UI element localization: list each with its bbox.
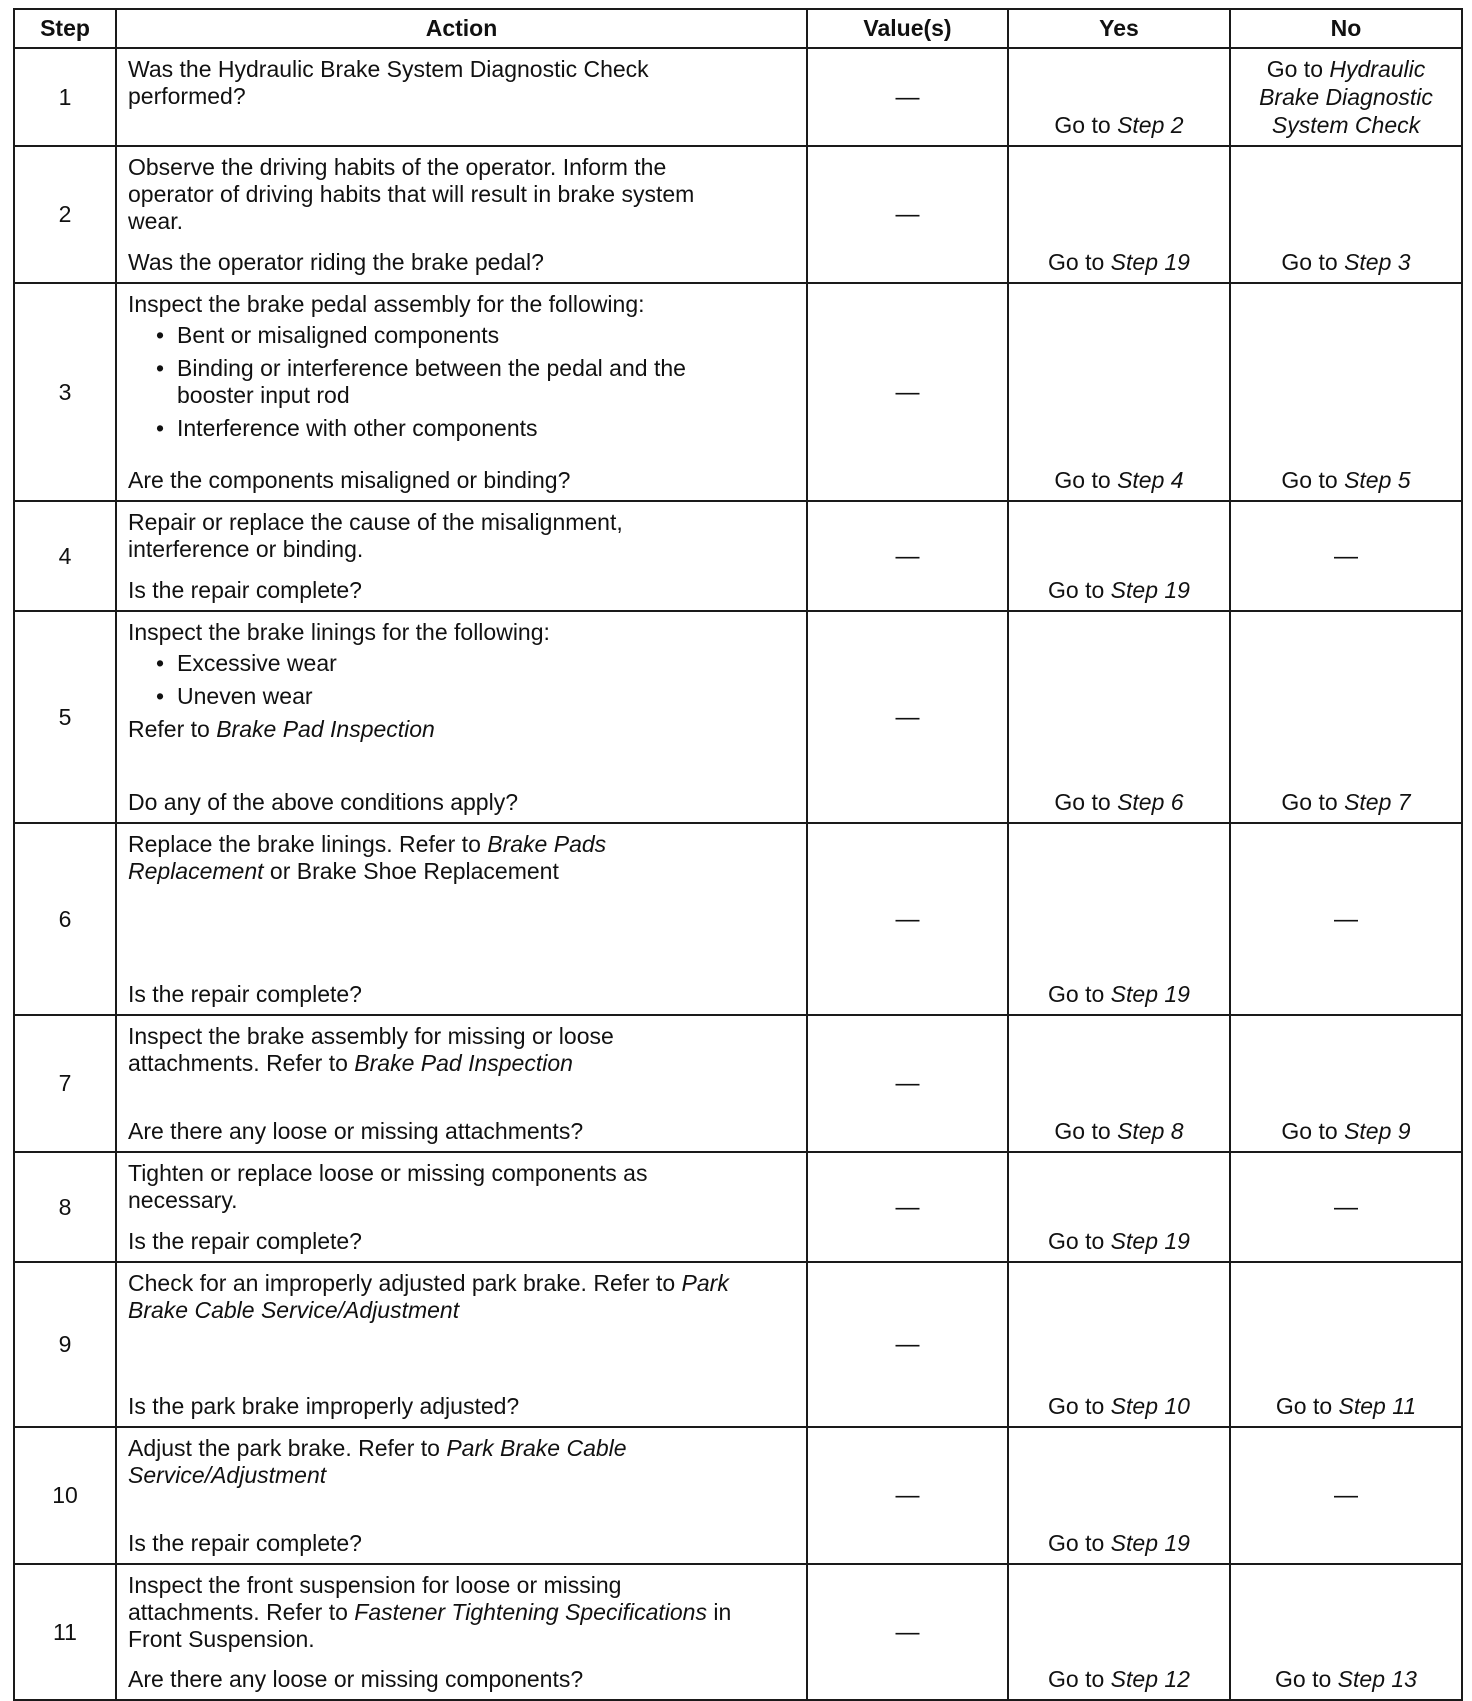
action-text: Observe the driving habits of the operator. Inform the operator of driving habits that will result in brake system wear. [128, 154, 695, 234]
bullet-list [128, 322, 798, 442]
table-row [14, 146, 1462, 283]
yes-link[interactable]: Step 19 [1110, 577, 1190, 603]
no-cell: Go to Step 5 [1230, 283, 1462, 501]
header-yes: Yes [1008, 9, 1230, 48]
value-cell: — [807, 1152, 1008, 1262]
value-cell: — [807, 501, 1008, 611]
yes-cell: Go to Step 2 [1008, 48, 1230, 146]
action-cell [116, 1262, 807, 1427]
header-values: Value(s) [807, 9, 1008, 48]
action-question: Is the repair complete? [128, 1530, 362, 1556]
no-cell: Go to Step 3 [1230, 146, 1462, 283]
no-link[interactable]: Step 11 [1338, 1393, 1417, 1419]
list-item: • Binding or interference between the pedal and the booster input rod [128, 355, 798, 409]
step-number: 1 [14, 48, 116, 146]
step-number: 3 [14, 283, 116, 501]
table-row [14, 1262, 1462, 1427]
header-action: Action [116, 9, 807, 48]
action-question: Do any of the above conditions apply? [128, 789, 518, 815]
no-link[interactable]: Hydraulic [1329, 56, 1426, 82]
action-question: Was the operator riding the brake pedal? [128, 249, 544, 275]
action-cell [116, 48, 807, 146]
yes-cell: Go to Step 6 [1008, 611, 1230, 823]
action-cell [116, 611, 807, 823]
value-cell: — [807, 283, 1008, 501]
yes-cell: Go to Step 19 [1008, 501, 1230, 611]
no-link[interactable]: Step 13 [1337, 1666, 1417, 1692]
yes-link[interactable]: Step 2 [1117, 112, 1184, 138]
no-cell: — [1230, 1427, 1462, 1564]
action-text: Adjust the park brake. Refer to Park Brake Cable Service/Adjustment [128, 1435, 627, 1488]
action-question: Is the repair complete? [128, 981, 362, 1007]
header-no: No [1230, 9, 1462, 48]
action-cell [116, 501, 807, 611]
action-text: Was the Hydraulic Brake System Diagnostic Check performed? [128, 56, 649, 109]
yes-cell: Go to Step 19 [1008, 146, 1230, 283]
step-number: 9 [14, 1262, 116, 1427]
yes-link[interactable]: Step 19 [1110, 1228, 1190, 1254]
reference-link[interactable]: Brake Pad Inspection [216, 716, 435, 742]
action-question: Are there any loose or missing components? [128, 1666, 584, 1692]
yes-cell: Go to Step 10 [1008, 1262, 1230, 1427]
no-cell: — [1230, 823, 1462, 1015]
list-item: • Interference with other components [128, 415, 798, 442]
yes-link[interactable]: Step 4 [1117, 467, 1184, 493]
bullet-list [128, 650, 798, 710]
reference-link[interactable]: Park Brake Cable Service/Adjustment [128, 1435, 627, 1488]
value-cell: — [807, 1015, 1008, 1152]
action-text: Check for an improperly adjusted park brake. Refer to Park Brake Cable Service/Adjustment [128, 1270, 729, 1323]
table-row [14, 1152, 1462, 1262]
table-row [14, 1564, 1462, 1700]
action-cell [116, 283, 807, 501]
list-item: • Uneven wear [128, 683, 798, 710]
action-cell [116, 1152, 807, 1262]
yes-cell: Go to Step 4 [1008, 283, 1230, 501]
no-link[interactable]: Step 5 [1344, 467, 1411, 493]
action-reference: Refer to Brake Pad Inspection [128, 716, 435, 742]
value-cell: — [807, 1427, 1008, 1564]
step-number: 10 [14, 1427, 116, 1564]
action-cell [116, 1427, 807, 1564]
header-step: Step [14, 9, 116, 48]
value-cell: — [807, 48, 1008, 146]
action-question: Is the repair complete? [128, 1228, 362, 1254]
no-link[interactable]: Brake Diagnostic [1259, 84, 1433, 110]
reference-link[interactable]: Fastener Tightening Specifications [354, 1599, 707, 1625]
action-question: Are the components misaligned or binding? [128, 467, 571, 493]
yes-link[interactable]: Step 12 [1110, 1666, 1190, 1692]
value-cell: — [807, 146, 1008, 283]
yes-link[interactable]: Step 19 [1110, 1530, 1190, 1556]
action-question: Is the park brake improperly adjusted? [128, 1393, 520, 1419]
reference-link[interactable]: Brake Pad Inspection [354, 1050, 573, 1076]
diagnostic-table [13, 8, 1463, 1701]
yes-cell: Go to Step 19 [1008, 1152, 1230, 1262]
yes-link[interactable]: Step 19 [1110, 981, 1190, 1007]
no-link[interactable]: Step 9 [1344, 1118, 1411, 1144]
no-cell: Go to Step 13 [1230, 1564, 1462, 1700]
yes-cell: Go to Step 8 [1008, 1015, 1230, 1152]
yes-cell: Go to Step 19 [1008, 1427, 1230, 1564]
no-cell: — [1230, 501, 1462, 611]
action-text: Inspect the brake pedal assembly for the following: [128, 291, 645, 317]
yes-link[interactable]: Step 6 [1117, 789, 1184, 815]
list-item: • Excessive wear [128, 650, 798, 677]
no-cell: Go to Hydraulic Brake Diagnostic System Check [1230, 48, 1462, 146]
yes-cell: Go to Step 12 [1008, 1564, 1230, 1700]
step-number: 11 [14, 1564, 116, 1700]
no-cell: Go to Step 9 [1230, 1015, 1462, 1152]
action-text: Replace the brake linings. Refer to Brake Pads Replacement or Brake Shoe Replacement [128, 831, 607, 884]
action-cell [116, 1015, 807, 1152]
action-cell [116, 146, 807, 283]
action-text: Tighten or replace loose or missing components as necessary. [128, 1160, 648, 1213]
action-cell [116, 1564, 807, 1700]
list-item: • Bent or misaligned components [128, 322, 798, 349]
action-question: Is the repair complete? [128, 577, 362, 603]
step-number: 7 [14, 1015, 116, 1152]
reference-link[interactable]: Park Brake Cable Service/Adjustment [128, 1270, 729, 1323]
table-row [14, 48, 1462, 146]
table-row [14, 1427, 1462, 1564]
action-text: Inspect the brake linings for the following: [128, 619, 550, 645]
yes-link[interactable]: Step 19 [1110, 249, 1190, 275]
value-cell: — [807, 611, 1008, 823]
no-cell: — [1230, 1152, 1462, 1262]
reference-link[interactable]: Brake Pads Replacement [128, 831, 607, 884]
step-number: 8 [14, 1152, 116, 1262]
step-number: 2 [14, 146, 116, 283]
step-number: 4 [14, 501, 116, 611]
table-row [14, 283, 1462, 501]
step-number: 6 [14, 823, 116, 1015]
action-text: Inspect the front suspension for loose or missing attachments. Refer to Fastener Tightening Specifications in Front Suspension. [128, 1572, 732, 1652]
yes-cell: Go to Step 19 [1008, 823, 1230, 1015]
no-cell: Go to Step 7 [1230, 611, 1462, 823]
action-question: Are there any loose or missing attachments? [128, 1118, 584, 1144]
header-row [14, 9, 1462, 48]
yes-link[interactable]: Step 8 [1117, 1118, 1184, 1144]
step-number: 5 [14, 611, 116, 823]
table-row [14, 823, 1462, 1015]
yes-link[interactable]: Step 10 [1110, 1393, 1190, 1419]
action-text: Inspect the brake assembly for missing or loose attachments. Refer to Brake Pad Inspection [128, 1023, 614, 1076]
no-link[interactable]: System Check [1271, 112, 1421, 138]
action-cell [116, 823, 807, 1015]
table-row [14, 611, 1462, 823]
table-row [14, 501, 1462, 611]
no-cell: Go to Step 11 [1230, 1262, 1462, 1427]
action-text: Repair or replace the cause of the misalignment, interference or binding. [128, 509, 623, 562]
no-link[interactable]: Step 3 [1344, 249, 1411, 275]
value-cell: — [807, 1262, 1008, 1427]
value-cell: — [807, 1564, 1008, 1700]
table-row [14, 1015, 1462, 1152]
no-link[interactable]: Step 7 [1344, 789, 1411, 815]
value-cell: — [807, 823, 1008, 1015]
